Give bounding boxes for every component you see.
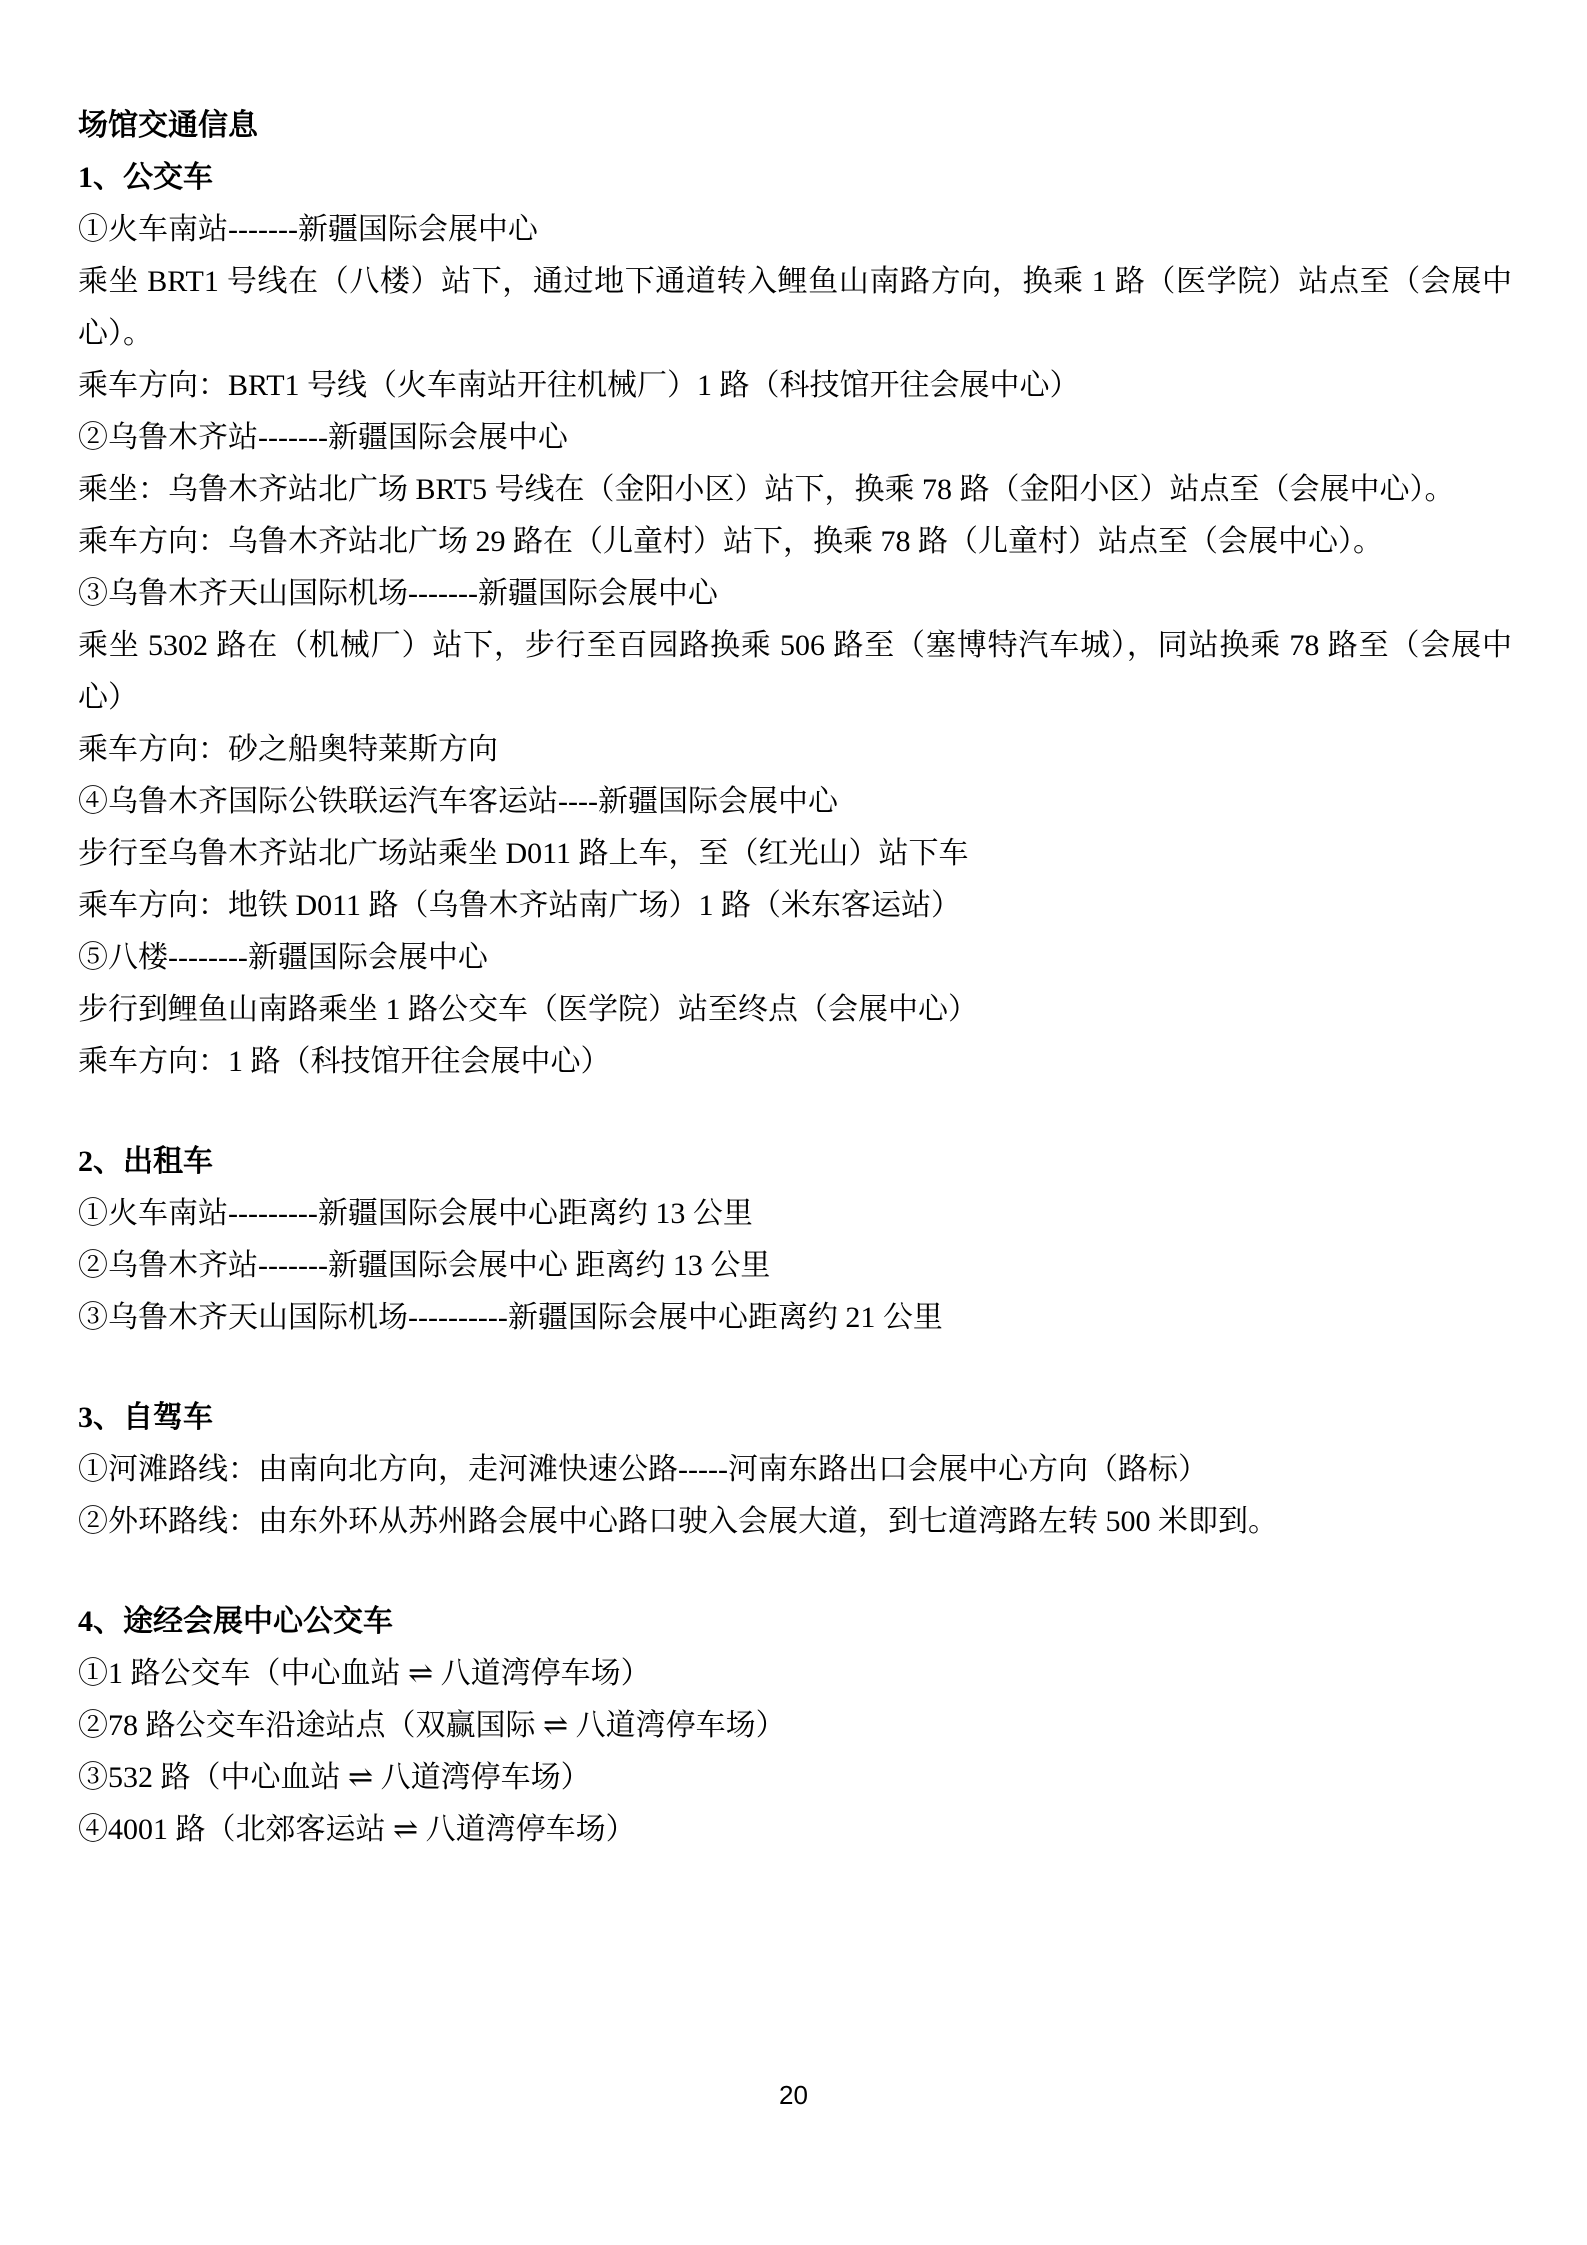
section-buses-via-center-heading: 4、途经会展中心公交车 xyxy=(78,1605,393,1638)
section-taxi-heading: 2、出租车 xyxy=(78,1145,213,1178)
taxi-route-1: ①火车南站---------新疆国际会展中心距离约 13 公里 xyxy=(78,1197,753,1230)
bus-route-5-direction: 乘车方向：1 路（科技馆开往会展中心） xyxy=(78,1045,611,1078)
drive-route-1: ①河滩路线：由南向北方向，走河滩快速公路-----河南东路出口会展中心方向（路标） xyxy=(78,1453,1208,1486)
bus-route-1-title: ①火车南站-------新疆国际会展中心 xyxy=(78,213,538,246)
bus-route-3-detail: 乘坐 5302 路在（机械厂）站下，步行至百园路换乘 506 路至（塞博特汽车城），同站换乘 78 路至（会展中心） xyxy=(78,629,1512,714)
bus-route-2-detail: 乘坐：乌鲁木齐站北广场 BRT5 号线在（金阳小区）站下，换乘 78 路（金阳小区）站点至（会展中心）。 xyxy=(78,473,1455,506)
bus-route-4-title: ④乌鲁木齐国际公铁联运汽车客运站----新疆国际会展中心 xyxy=(78,785,838,818)
bus-route-1-detail: 乘坐 BRT1 号线在（八楼）站下，通过地下通道转入鲤鱼山南路方向，换乘 1 路（医学院）站点至（会展中心）。 xyxy=(78,265,1512,350)
section-self-drive-heading: 3、自驾车 xyxy=(78,1401,213,1434)
document-content xyxy=(78,100,1512,1856)
bus-route-2-direction: 乘车方向：乌鲁木齐站北广场 29 路在（儿童村）站下，换乘 78 路（儿童村）站点至（会展中心）。 xyxy=(78,525,1383,558)
section-taxi xyxy=(78,1136,1512,1344)
section-bus-heading: 1、公交车 xyxy=(78,161,213,194)
page-number: 20 xyxy=(779,2080,808,2110)
via-bus-3: ③532 路（中心血站 ⇌ 八道湾停车场） xyxy=(78,1761,591,1794)
bus-route-3-title: ③乌鲁木齐天山国际机场-------新疆国际会展中心 xyxy=(78,577,718,610)
taxi-route-3: ③乌鲁木齐天山国际机场----------新疆国际会展中心距离约 21 公里 xyxy=(78,1301,943,1334)
section-self-drive xyxy=(78,1392,1512,1548)
via-bus-4: ④4001 路（北郊客运站 ⇌ 八道湾停车场） xyxy=(78,1813,636,1846)
bus-route-5-title: ⑤八楼--------新疆国际会展中心 xyxy=(78,941,488,974)
bus-route-5-detail: 步行到鲤鱼山南路乘坐 1 路公交车（医学院）站至终点（会展中心） xyxy=(78,993,978,1026)
document-title: 场馆交通信息 xyxy=(78,109,258,142)
section-bus xyxy=(78,152,1512,1088)
via-bus-1: ①1 路公交车（中心血站 ⇌ 八道湾停车场） xyxy=(78,1657,651,1690)
bus-route-4-direction: 乘车方向：地铁 D011 路（乌鲁木齐站南广场）1 路（米东客运站） xyxy=(78,889,962,922)
bus-route-3-direction: 乘车方向：砂之船奥特莱斯方向 xyxy=(78,733,498,766)
section-buses-via-center xyxy=(78,1596,1512,1856)
bus-route-2-title: ②乌鲁木齐站-------新疆国际会展中心 xyxy=(78,421,568,454)
taxi-route-2: ②乌鲁木齐站-------新疆国际会展中心 距离约 13 公里 xyxy=(78,1249,771,1282)
via-bus-2: ②78 路公交车沿途站点（双赢国际 ⇌ 八道湾停车场） xyxy=(78,1709,786,1742)
drive-route-2: ②外环路线：由东外环从苏州路会展中心路口驶入会展大道，到七道湾路左转 500 米即到。 xyxy=(78,1505,1278,1538)
bus-route-1-direction: 乘车方向：BRT1 号线（火车南站开往机械厂）1 路（科技馆开往会展中心） xyxy=(78,369,1080,402)
bus-route-4-detail: 步行至乌鲁木齐站北广场站乘坐 D011 路上车，至（红光山）站下车 xyxy=(78,837,969,870)
